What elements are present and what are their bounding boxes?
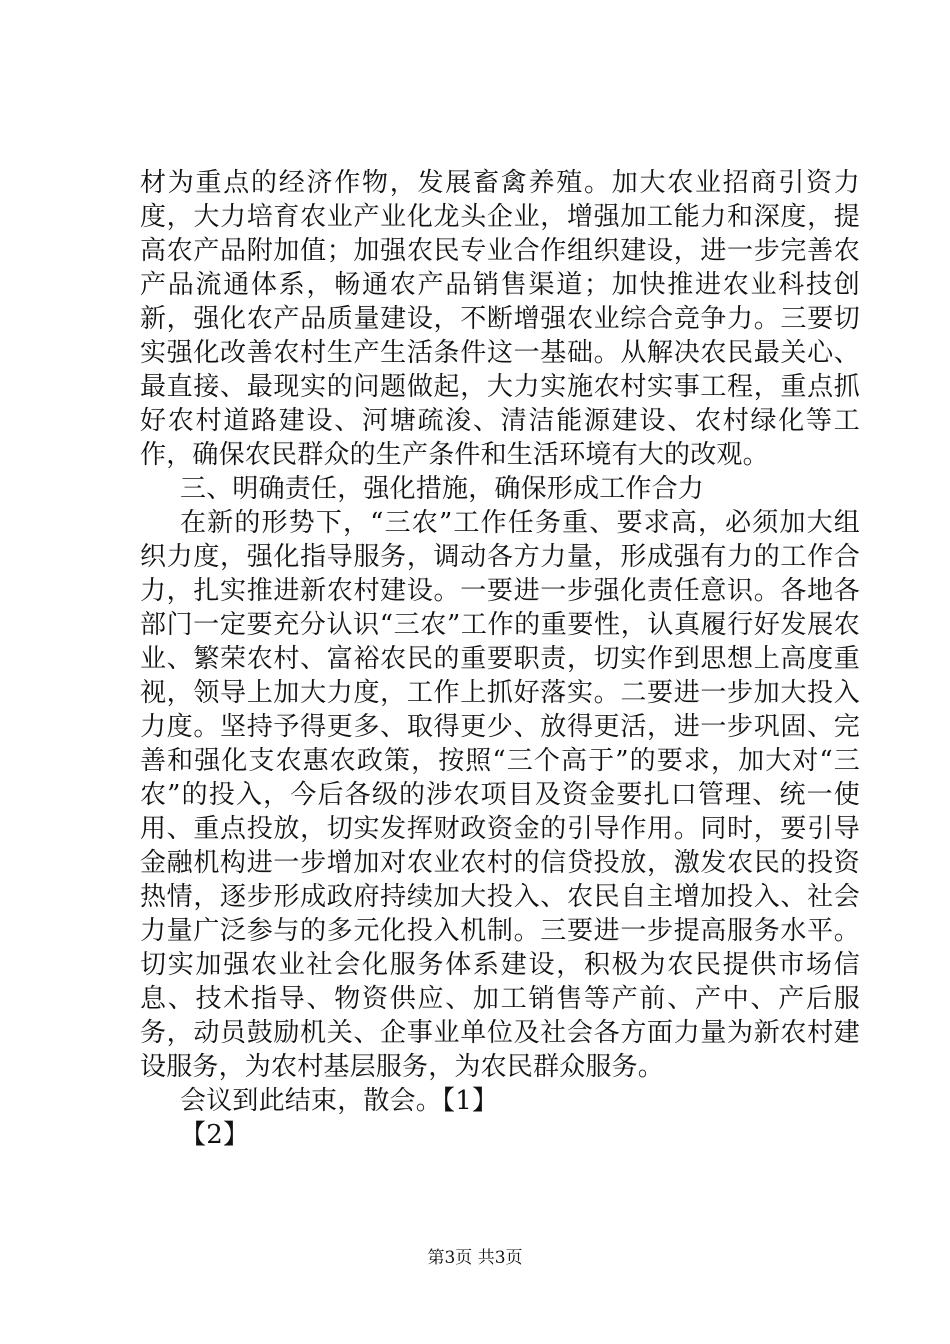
section-heading: 三、明确责任，强化措施，确保形成工作合力: [180, 474, 705, 504]
document-body: [140, 166, 860, 1152]
body-paragraph: 在新的形势下，“三农”工作任务重、要求高，必须加大组织力度，强化指导服务，调动各方力量，形成强有力的工作合力，扎实推进新农村建设。一要进一步强化责任意识。各地各部门一定要充分认识“三农”工作的重要性，认真履行好发展农业、繁荣农村、富裕农民的重要职责，切实作到思想上高度重视，领导上加大力度，工作上抓好落实。二要进一步加大投入力度。坚持予得更多、取得更少、放得更活，进一步巩固、完善和强化支农惠农政策，按照“三个高于”的要求，加大对“三农”的投入，今后各级的涉农项目及资金要扎口管理、统一使用、重点投放，切实发挥财政资金的引导作用。同时，要引导金融机构进一步增加对农业农村的信贷投放，激发农民的投资热情，逐步形成政府持续加大投入、农民自主增加投入、社会力量广泛参与的多元化投入机制。三要进一步提高服务水平。切实加强农业社会化服务体系建设，积极为农民提供市场信息、技术指导、物资供应、加工销售等产前、产中、产后服务，动员鼓励机关、企事业单位及社会各方面力量为新农村建设服务，为农村基层服务，为农民群众服务。: [140, 508, 860, 1082]
page-number-footer: 第3页 共3页: [427, 1248, 523, 1268]
body-paragraph-continued: 材为重点的经济作物，发展畜禽养殖。加大农业招商引资力度，大力培育农业产业化龙头企业，增强加工能力和深度，提高农产品附加值；加强农民专业合作组织建设，进一步完善农产品流通体系，畅通农产品销售渠道；加快推进农业科技创新，强化农产品质量建设，不断增强农业综合竞争力。三要切实强化改善农村生产生活条件这一基础。从解决农民最关心、最直接、最现实的问题做起，大力实施农村实事工程，重点抓好农村道路建设、河塘疏浚、清洁能源建设、农村绿化等工作，确保农民群众的生产条件和生活环境有大的改观。: [140, 168, 860, 470]
reference-marker: 【2】: [180, 1120, 250, 1150]
closing-paragraph: 会议到此结束，散会。【1】: [180, 1086, 499, 1116]
